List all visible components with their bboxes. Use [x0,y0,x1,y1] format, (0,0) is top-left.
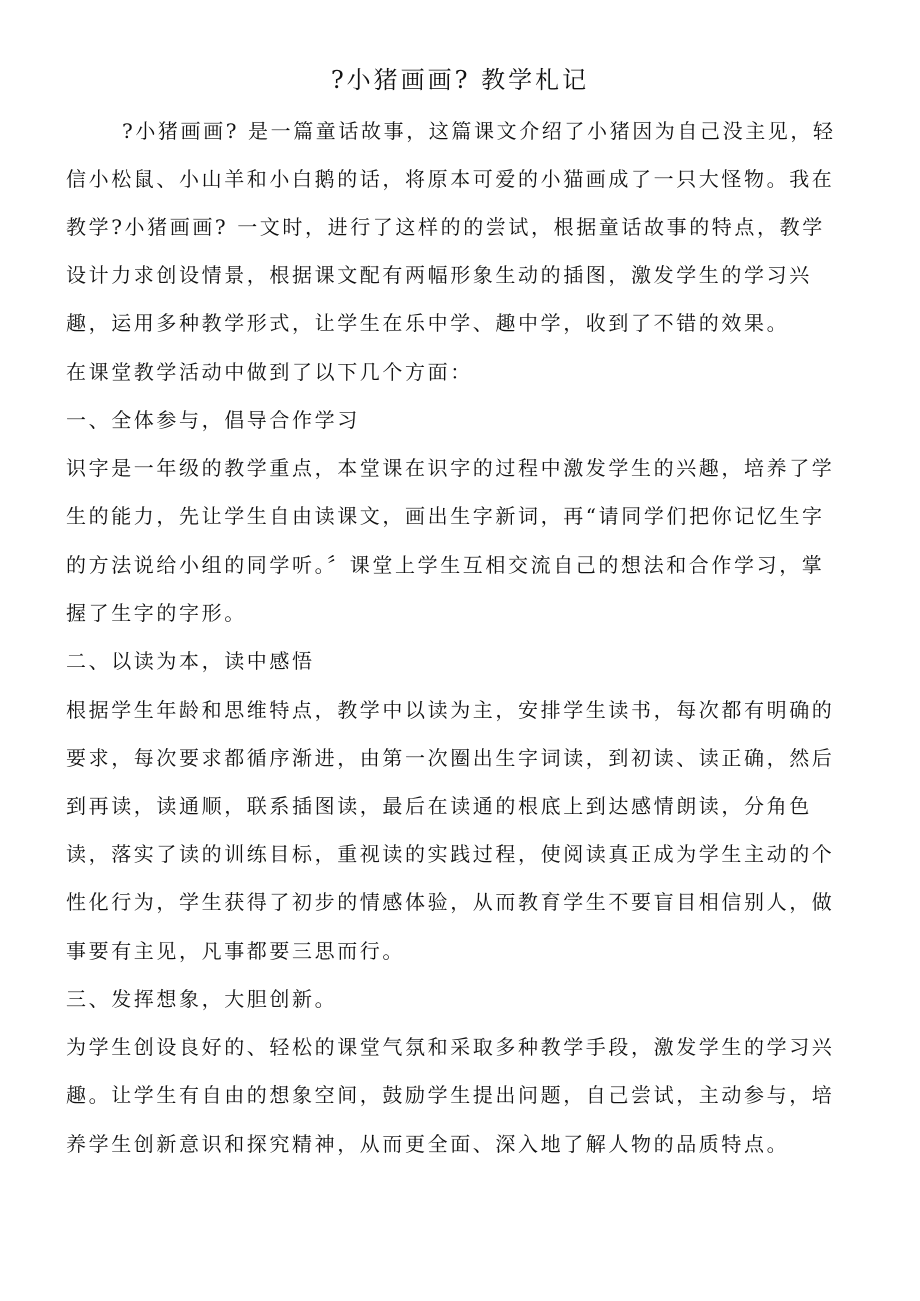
text-line: 到再读，读通顺，联系插图读，最后在读通的根底上到达感情朗读，分角色 [66,794,812,818]
section-heading: 二、以读为本，读中感悟 [66,649,315,673]
text-line: 为学生创设良好的、轻松的课堂气氛和采取多种教学手段，激发学生的学习兴 [66,1035,835,1059]
text-line: 根据学生年龄和思维特点，教学中以读为主，安排学生读书，每次都有明确的 [66,698,835,722]
text-line: 生的能力，先让学生自由读课文，画出生字新词，再“请同学们把你记忆生字 [66,504,825,528]
document-title: ?小猪画画? 教学札记 [330,66,590,94]
text-line: 事要有主见，凡事都要三思而行。 [66,939,405,963]
text-line: 养学生创新意识和探究精神，从而更全面、深入地了解人物的品质特点。 [66,1132,790,1156]
text-line: 在课堂教学活动中做到了以下几个方面： [66,360,473,384]
text-line: 设计力求创设情景，根据课文配有两幅形象生动的插图，激发学生的学习兴 [66,263,812,287]
text-line: 要求，每次要求都循序渐进，由第一次圈出生字词读，到初读、读正确，然后 [66,746,835,770]
text-line: 握了生字的字形。 [66,601,247,625]
text-line: 趣，运用多种教学形式，让学生在乐中学、趣中学，收到了不错的效果。 [66,311,790,335]
text-line: 性化行为，学生获得了初步的情感体验，从而教育学生不要盲目相信别人，做 [66,890,835,914]
text-line: 教学?小猪画画? 一文时，进行了这样的的尝试，根据童话故事的特点，教学 [66,215,825,239]
text-line: ?小猪画画? 是一篇童话故事，这篇课文介绍了小猪因为自己没主见，轻 [122,119,836,143]
text-line: 识字是一年级的教学重点，本堂课在识字的过程中激发学生的兴趣，培养了学 [66,456,835,480]
section-heading: 一、全体参与，倡导合作学习 [66,408,360,432]
text-line: 信小松鼠、小山羊和小白鹅的话，将原本可爱的小猫画成了一只大怪物。我在 [66,167,835,191]
section-heading: 三、发挥想象，大胆创新。 [66,987,338,1011]
text-line: 的方法说给小组的同学听。〞课堂上学生互相交流自己的想法和合作学习，掌 [66,553,825,577]
text-line: 趣。让学生有自由的想象空间，鼓励学生提出问题，自己尝试，主动参与，培 [66,1083,835,1107]
text-line: 读，落实了读的训练目标，重视读的实践过程，使阅读真正成为学生主动的个 [66,842,835,866]
